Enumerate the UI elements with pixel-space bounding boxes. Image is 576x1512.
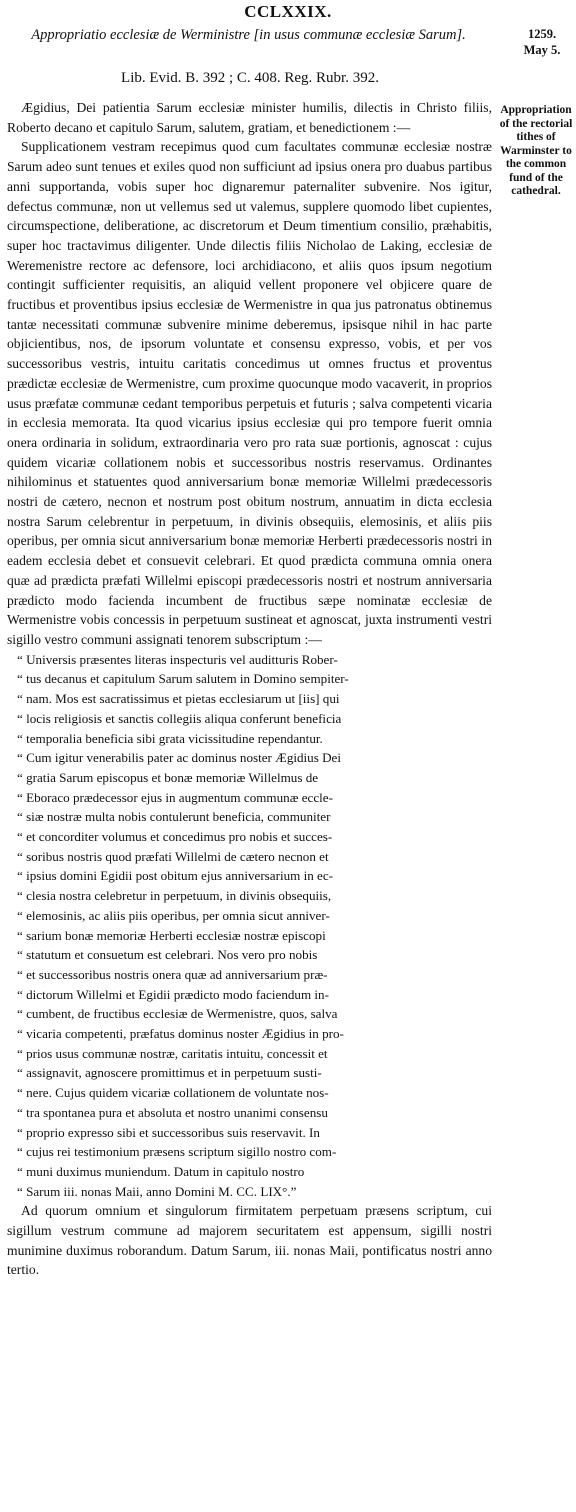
quote-line: “ cumbent, de fructibus ecclesiæ de Wermenistre, quos, salva	[17, 1006, 338, 1022]
quote-line: “ locis religiosis et sanctis collegiis aliqua conferunt beneficia	[17, 710, 342, 726]
quote-line: “ gratia Sarum episcopus et bonæ memoriæ Willelmus de	[17, 769, 319, 785]
quote-line: “ Sarum iii. nonas Maii, anno Domini M. CC. LIX°.”	[17, 1183, 297, 1199]
quote-line: “ temporalia beneficia sibi grata vicissitudine rependantur.	[17, 730, 323, 746]
source-references: Lib. Evid. B. 392 ; C. 408. Reg. Rubr. 392.	[121, 70, 379, 86]
quote-line: “ muni duximus muniendum. Datum in capitulo nostro	[17, 1163, 305, 1179]
quote-line: “ Universis præsentes literas inspecturis vel auditturis Rober-	[17, 651, 338, 667]
quote-line: “ Eboraco prædecessor ejus in augmentum communæ eccle-	[17, 789, 333, 805]
date-day: May 5.	[523, 43, 561, 57]
quote-line: “ tus decanus et capitulum Sarum salutem in Domino sempiter-	[17, 671, 349, 687]
quote-line: “ Cum igitur venerabilis pater ac dominus noster Ægidius Dei	[17, 750, 342, 766]
quote-line: “ soribus nostris quod præfati Willelmi de cætero necnon et	[17, 848, 329, 864]
quote-line: “ elemosinis, ac aliis piis operibus, per omnia sicut anniver-	[17, 907, 330, 923]
marginal-note: Appropriation of the rectorial tithes of Warminster to the common fund of the cathedral.	[499, 104, 573, 197]
quote-line: “ siæ nostræ multa nobis contulerunt beneficia, communiter	[17, 809, 331, 825]
quote-line: “ tra spontanea pura et absoluta et nostro unanimi consensu	[17, 1104, 328, 1120]
date-year: 1259.	[527, 27, 557, 41]
quote-line: “ sarium bonæ memoriæ Herberti ecclesiæ nostræ episcopi	[17, 927, 326, 943]
date-block	[512, 26, 572, 58]
document-title: Appropriatio ecclesiæ de Werministre [in usus communæ ecclesiæ Sarum].	[31, 27, 466, 43]
quote-line: “ cujus rei testimonium præsens scriptum sigillo nostro com-	[17, 1144, 337, 1160]
quote-line: “ assignavit, agnoscere promittimus et in perpetuum susti-	[17, 1065, 322, 1081]
quote-line: “ vicaria competenti, præfatus dominus noster Ægidius in pro-	[17, 1026, 344, 1042]
quote-line: “ nam. Mos est sacratissimus et pietas ecclesiarum ut [iis] qui	[17, 691, 340, 707]
closing-paragraph: Ad quorum omnium et singulorum firmitatem perpetuam præsens scriptum, cui sigillum vestrum commune ad majorem securitatem est appensum, sigilli nostri munimine duximus roborandum. Datum Sarum, iii. nonas Maii, pontificatus nostri anno tertio.	[7, 1203, 492, 1278]
quote-line: “ ipsius domini Egidii post obitum ejus anniversarium in ec-	[17, 868, 334, 884]
quote-line: “ proprio expresso sibi et successoribus suis reservavit. In	[17, 1124, 320, 1140]
quote-line: “ dictorum Willelmi et Egidii prædicto modo faciendum in-	[17, 986, 329, 1002]
document-number-heading: CCLXXIX.	[244, 2, 332, 21]
quoted-instrument	[7, 650, 492, 1202]
salutation-paragraph: Ægidius, Dei patientia Sarum ecclesiæ minister humilis, dilectis in Christo filiis, Roberto decano et capitulo Sarum, salutem, gratiam, et benedictionem :—	[7, 100, 492, 135]
main-paragraph: Supplicationem vestram recepimus quod cum facultates communæ ecclesiæ nostræ Sarum adeo sunt tenues et exiles quod non sufficiunt ad ipsius onera pro duabus partibus anni supportanda, vobis super hoc dignaremur paternaliter subvenire. Nos igitur, defectus communæ, non ut vellemus sed ut valemus, supplere quomodo libet cupientes, circumspectione, deliberatione, ac discretorum et Deum timentium consilio, præhabitis, super hoc tractavimus diligenter. Unde dilectis filiis Nicholao de Laking, ecclesiæ de Weremenistre rectore ac defensore, loci archidiacono, et aliis quos ipsum negotium contingit sufficienter requisitis, an aliquid vellent proponere vel objicere quare de fructibus et proventibus ipsius ecclesiæ de Wermenistre in qua jus patronatus obtinemus tantæ necessitati communæ subvenire minime deberemus, ipsisque nihil in hac parte objicientibus, nos, de ipsorum voluntate et consensu expresso, vobis, et per vos successoribus vestris, intuitu caritatis concedimus ut omnes fructus et proventus prædictæ ecclesiæ de Wermenistre, cum proxime quocunque modo vacaverit, in proprios usus præfatæ communæ cedant temporibus perpetuis et futuris ; salva competenti vicaria in ecclesia memorata. Ita quod vicarius ipsius ecclesiæ qui pro tempore fuerit omnia onera ordinaria in solidum, extraordinaria vero pro rata suæ portionis, agnoscat : cujus quidem vicariæ collationem nobis et successoribus nostris reservamus. Ordinantes nihilominus et statuentes quod anniversarium bonæ memoriæ Willelmi prædecessoris nostri de cætero, necnon et nostrum post obitum nostrum, annuatim in dicta ecclesia nostra Sarum celebrentur in perpetuum, in divinis obsequiis, elemosinis, et aliis piis operibus, per omnia sicut anniversarium bonæ memoriæ Herberti prædecessoris nostri in eadem ecclesia debet et consuevit celebrari. Et quod prædicta communa omnia onera quæ ad prædicta præfati Willelmi episcopi prædecessoris nostri et nostrum anniversaria prædicto modo facienda incumbent de fructibus sæpe nominatæ ecclesiæ de Wermenistre vobis concessis in perpetuum sustineat et agnoscat, juxta instrumenti vestri sigillo vestro communi assignati tenorem subscriptum :—	[7, 139, 492, 647]
quote-line: “ nere. Cujus quidem vicariæ collationem de voluntate nos-	[17, 1085, 329, 1101]
quote-line: “ clesia nostra celebretur in perpetuum, in divinis obsequiis,	[17, 888, 332, 904]
quote-line: “ statutum et consuetum est celebrari. Nos vero pro nobis	[17, 947, 318, 963]
quote-line: “ et successoribus nostris onera quæ ad anniversarium præ-	[17, 966, 328, 982]
document-body	[7, 98, 492, 1280]
quote-line: “ et concorditer volumus et concedimus pro nobis et succes-	[17, 829, 333, 845]
quote-line: “ prios usus communæ nostræ, caritatis intuitu, concessit et	[17, 1045, 328, 1061]
